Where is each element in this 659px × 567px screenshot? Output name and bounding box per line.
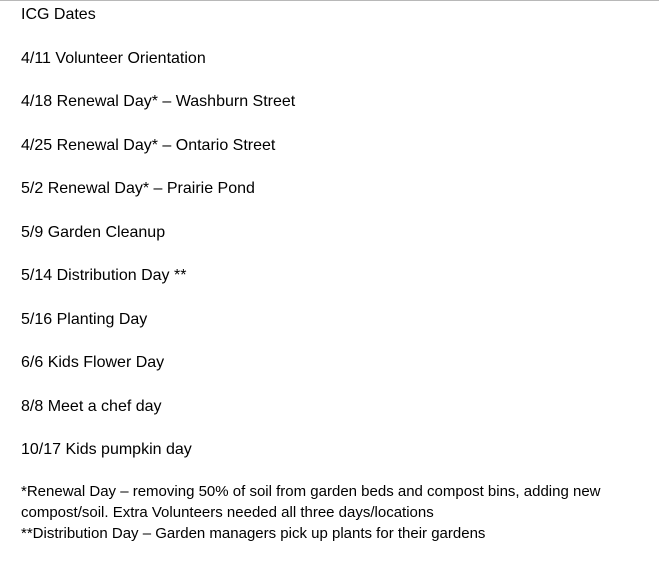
event-item: 4/25 Renewal Day* – Ontario Street — [21, 136, 276, 154]
event-item: 5/2 Renewal Day* – Prairie Pond — [21, 180, 255, 197]
event-item: 4/18 Renewal Day* – Washburn Street — [21, 93, 296, 110]
footnotes — [21, 481, 655, 544]
event-item: 6/6 Kids Flower Day — [21, 354, 165, 371]
document-body — [21, 4, 655, 544]
event-item: 5/9 Garden Cleanup — [21, 223, 166, 241]
event-item: 10/17 Kids pumpkin day — [21, 441, 192, 458]
event-item: 8/8 Meet a chef day — [21, 397, 162, 415]
event-item: 5/16 Planting Day — [21, 310, 148, 328]
document-title: ICG Dates — [21, 6, 96, 23]
event-list — [21, 48, 655, 462]
event-item: 5/14 Distribution Day ** — [21, 267, 187, 284]
event-item: 4/11 Volunteer Orientation — [21, 49, 206, 67]
top-border — [0, 0, 659, 1]
footnote-distribution-day: **Distribution Day – Garden managers pick up plants for their gardens — [21, 525, 486, 542]
footnote-renewal-day: *Renewal Day – removing 50% of soil from garden beds and compost bins, adding new compost/soil. Extra Volunteers needed all three days/locations — [21, 483, 601, 521]
